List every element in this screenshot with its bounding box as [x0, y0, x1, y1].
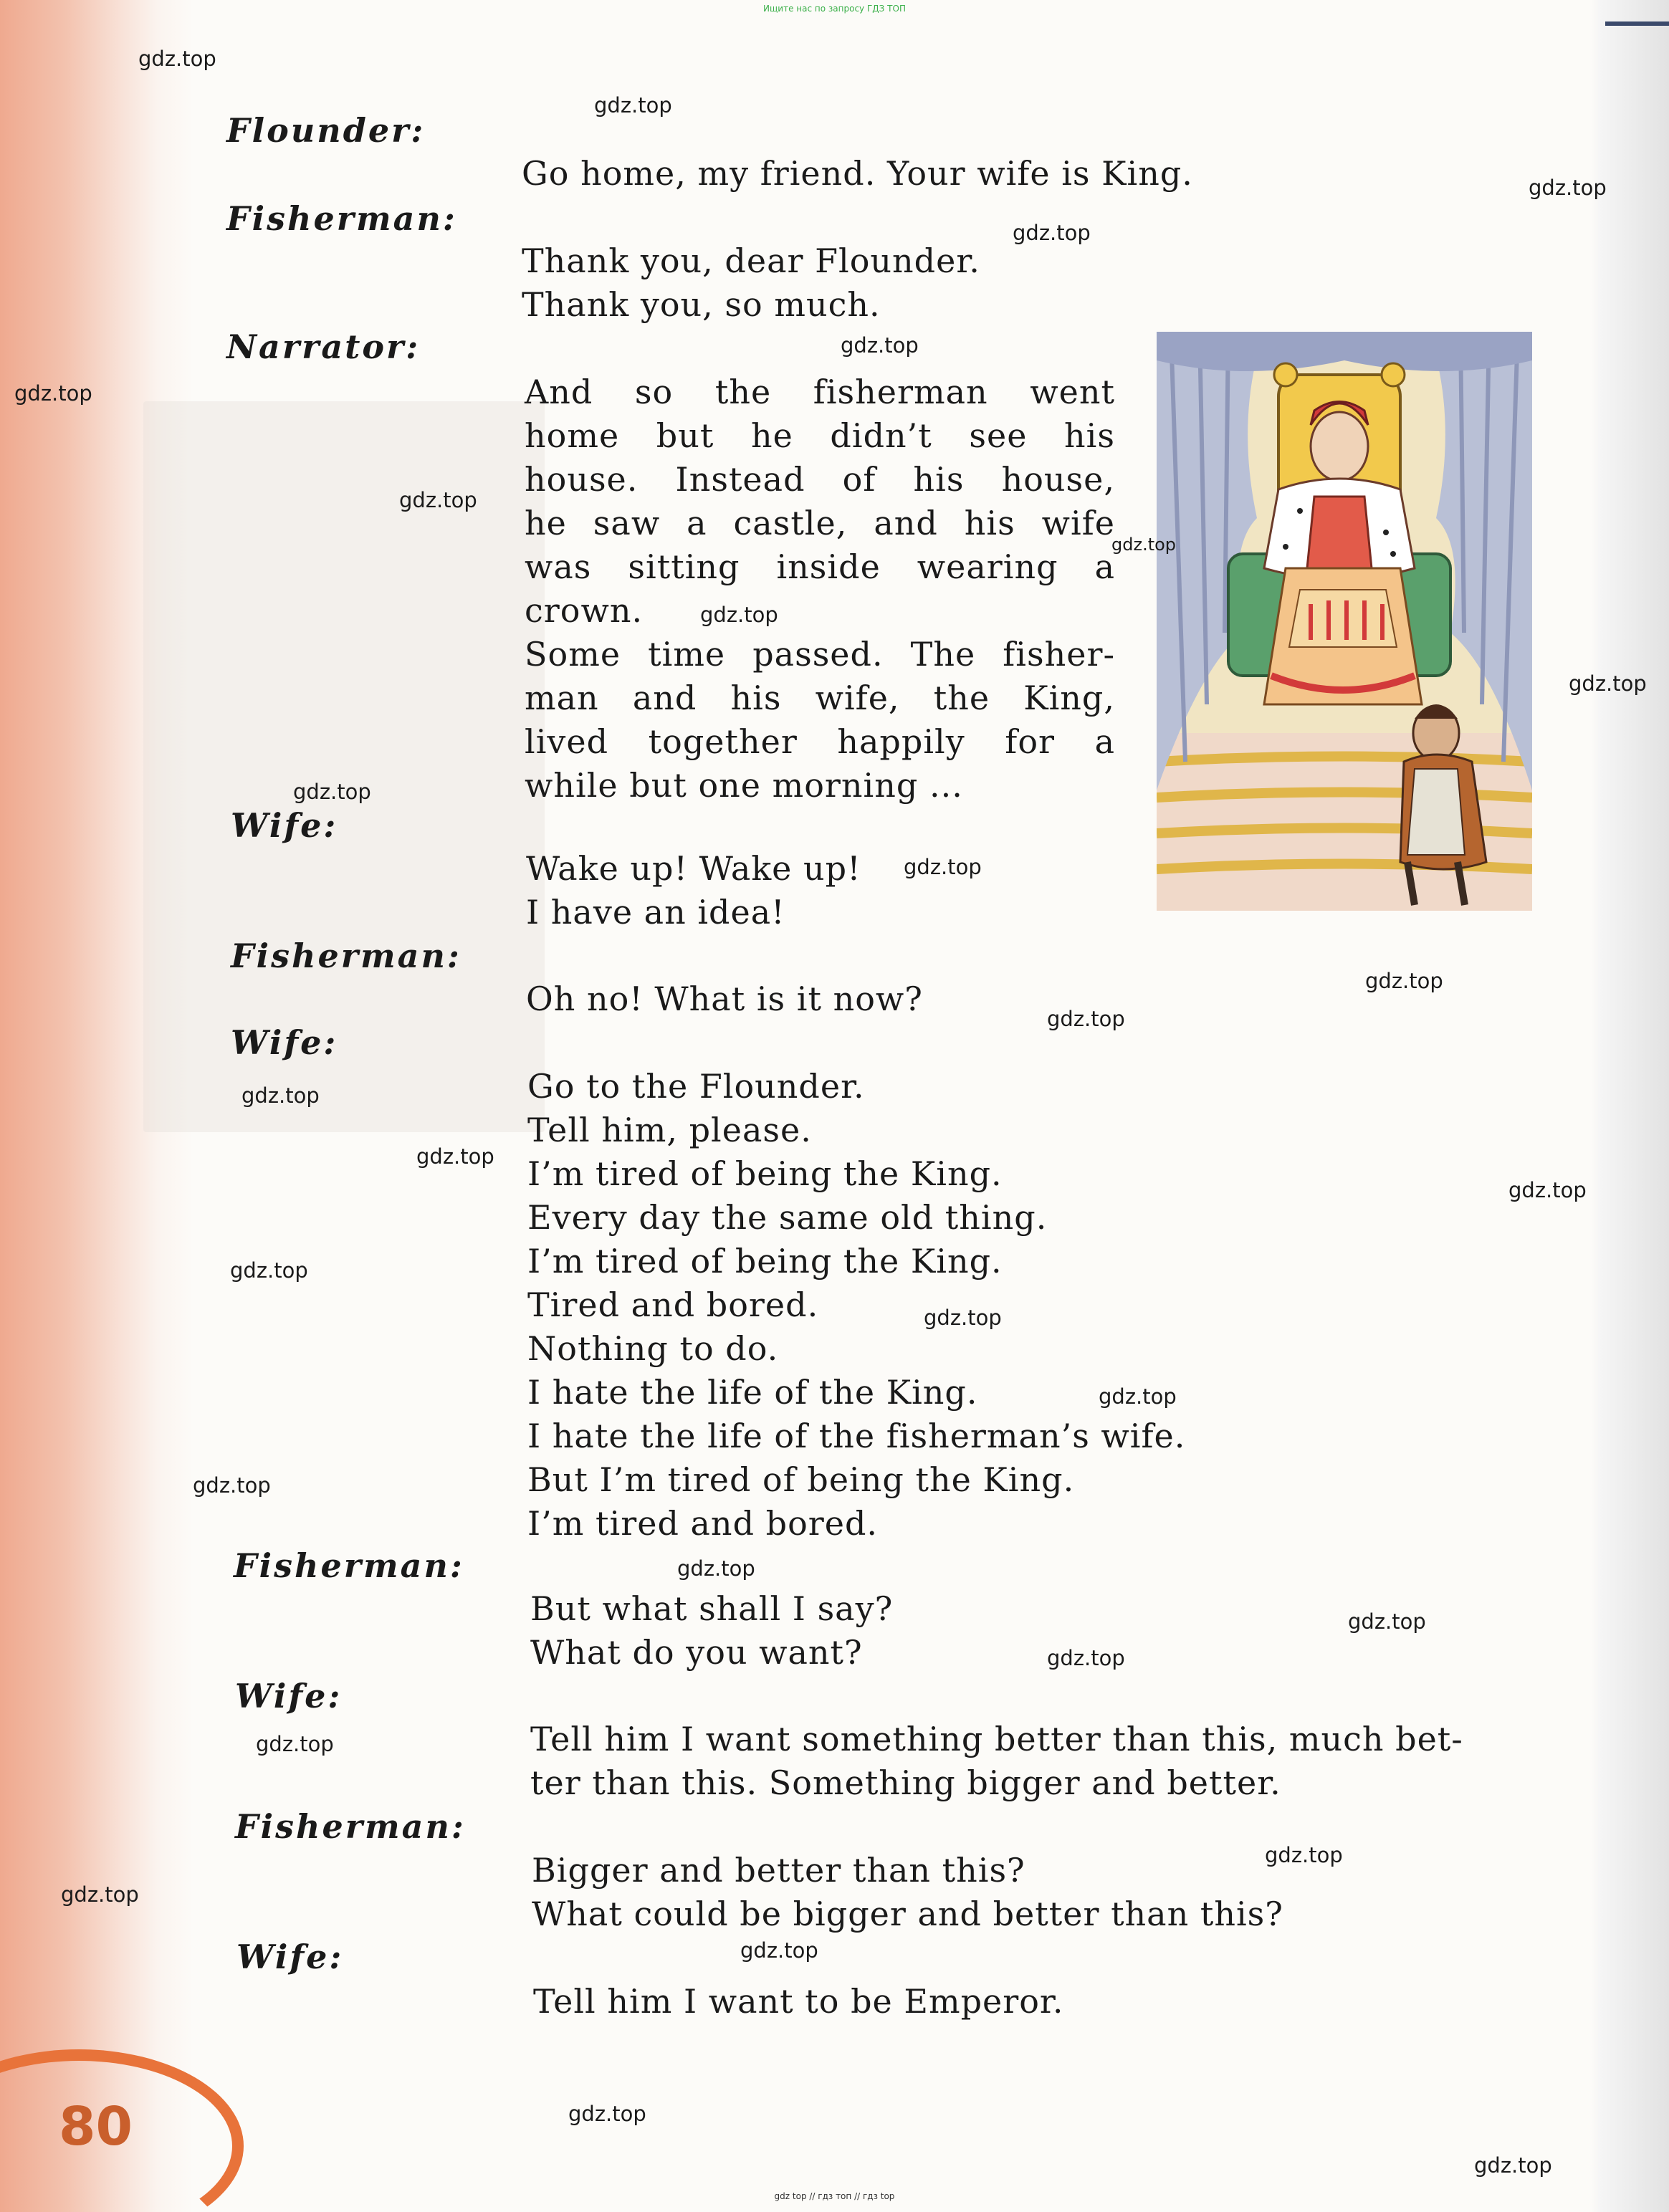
- watermark: gdz.top: [1529, 176, 1607, 200]
- watermark: gdz.top: [416, 1144, 494, 1169]
- watermark: gdz.top: [193, 1473, 271, 1498]
- watermark: gdz.top: [256, 1732, 334, 1756]
- narration-line: And so the fisherman went: [525, 373, 1115, 411]
- top-rule: [1605, 21, 1669, 26]
- watermark: gdz.top: [399, 488, 477, 512]
- dialogue-line: I’m tired and bored.: [527, 1504, 879, 1543]
- watermark: gdz.top: [1365, 969, 1443, 993]
- narration-line: was sitting inside wearing a: [525, 547, 1115, 586]
- watermark: gdz.top: [1474, 2153, 1552, 2178]
- illustration-svg: [1157, 332, 1532, 911]
- watermark: gdz.top: [568, 2102, 646, 2126]
- narration-line: crown.: [525, 591, 644, 630]
- speaker-wife: Wife:: [231, 1023, 338, 1062]
- dialogue-line: What could be bigger and better than this?: [532, 1895, 1283, 1933]
- watermark: gdz.top: [138, 47, 216, 71]
- watermark: gdz.top: [1348, 1609, 1426, 1634]
- watermark: gdz.top: [1508, 1178, 1587, 1202]
- page-number: 80: [59, 2096, 133, 2158]
- watermark: gdz.top: [1047, 1646, 1125, 1670]
- dialogue-line: Go home, my friend. Your wife is King.: [522, 154, 1193, 193]
- speaker-wife: Wife:: [235, 1677, 343, 1715]
- footer-note: gdz top // гдз топ // гдз top: [774, 2191, 895, 2201]
- dialogue-line: I have an idea!: [526, 893, 785, 932]
- dialogue-line: Tell him, please.: [527, 1111, 812, 1149]
- narration-line: Some time passed. The fisher-: [525, 635, 1115, 674]
- dialogue-line: Thank you, dear Flounder.: [522, 241, 980, 280]
- dialogue-line: What do you want?: [530, 1633, 863, 1672]
- speaker-fisherman: Fisherman:: [231, 937, 462, 975]
- narration-line: home but he didn’t see his: [525, 416, 1115, 455]
- watermark: gdz.top: [14, 381, 92, 406]
- dialogue-line: Nothing to do.: [527, 1329, 779, 1368]
- narration-line: lived together happily for a: [525, 722, 1115, 761]
- watermark: gdz.top: [1047, 1007, 1125, 1031]
- dialogue-line: Go to the Flounder.: [527, 1067, 865, 1106]
- watermark: gdz.top: [1013, 221, 1091, 245]
- watermark: gdz.top: [700, 603, 778, 627]
- watermark: gdz.top: [1265, 1843, 1343, 1867]
- site-note: Ищите нас по запросу ГДЗ ТОП: [763, 4, 906, 14]
- dialogue-line: Tell him I want something better than this, much bet-: [530, 1720, 1463, 1758]
- narration-line: house. Instead of his house,: [525, 460, 1115, 499]
- speaker-wife: Wife:: [236, 1938, 344, 1976]
- watermark: gdz.top: [1569, 671, 1647, 696]
- speaker-flounder: Flounder:: [226, 111, 426, 150]
- watermark: gdz.top: [1099, 1384, 1177, 1409]
- watermark: gdz.top: [904, 855, 982, 879]
- speaker-fisherman: Fisherman:: [226, 199, 457, 238]
- dialogue-line: Tell him I want to be Emperor.: [533, 1982, 1064, 2021]
- watermark: gdz.top: [230, 1258, 308, 1283]
- speaker-wife: Wife:: [231, 806, 338, 845]
- dialogue-line: But what shall I say?: [530, 1589, 894, 1628]
- king-on-throne-illustration: [1157, 332, 1532, 911]
- dialogue-line: I’m tired of being the King.: [527, 1154, 1003, 1193]
- bleed-through-area: [143, 401, 545, 1132]
- dialogue-line: Thank you, so much.: [522, 285, 881, 324]
- watermark: gdz.top: [1111, 535, 1177, 555]
- speaker-fisherman: Fisherman:: [234, 1546, 464, 1585]
- narration-line: he saw a castle, and his wife: [525, 504, 1115, 542]
- speaker-narrator: Narrator:: [226, 327, 421, 366]
- watermark: gdz.top: [841, 333, 919, 358]
- dialogue-line: I’m tired of being the King.: [527, 1242, 1003, 1280]
- dialogue-line: Tired and bored.: [527, 1285, 819, 1324]
- narration-line: while but one morning ...: [525, 766, 963, 805]
- dialogue-line: But I’m tired of being the King.: [527, 1460, 1075, 1499]
- speaker-fisherman: Fisherman:: [235, 1807, 466, 1846]
- watermark: gdz.top: [61, 1882, 139, 1907]
- dialogue-line: I hate the life of the fisherman’s wife.: [527, 1417, 1186, 1455]
- watermark: gdz.top: [241, 1083, 320, 1108]
- watermark: gdz.top: [924, 1306, 1002, 1330]
- dialogue-line: Oh no! What is it now?: [526, 980, 923, 1018]
- watermark: gdz.top: [740, 1938, 818, 1963]
- watermark: gdz.top: [594, 93, 672, 118]
- watermark: gdz.top: [677, 1556, 755, 1581]
- watermark: gdz.top: [293, 780, 371, 804]
- page-edge-shadow: [1598, 0, 1669, 2212]
- dialogue-line: Every day the same old thing.: [527, 1198, 1048, 1237]
- narration-line: man and his wife, the King,: [525, 679, 1115, 717]
- dialogue-line: Bigger and better than this?: [532, 1851, 1025, 1890]
- dialogue-line: Wake up! Wake up!: [526, 849, 861, 888]
- dialogue-line: I hate the life of the King.: [527, 1373, 978, 1412]
- dialogue-line: ter than this. Something bigger and better.: [530, 1763, 1281, 1802]
